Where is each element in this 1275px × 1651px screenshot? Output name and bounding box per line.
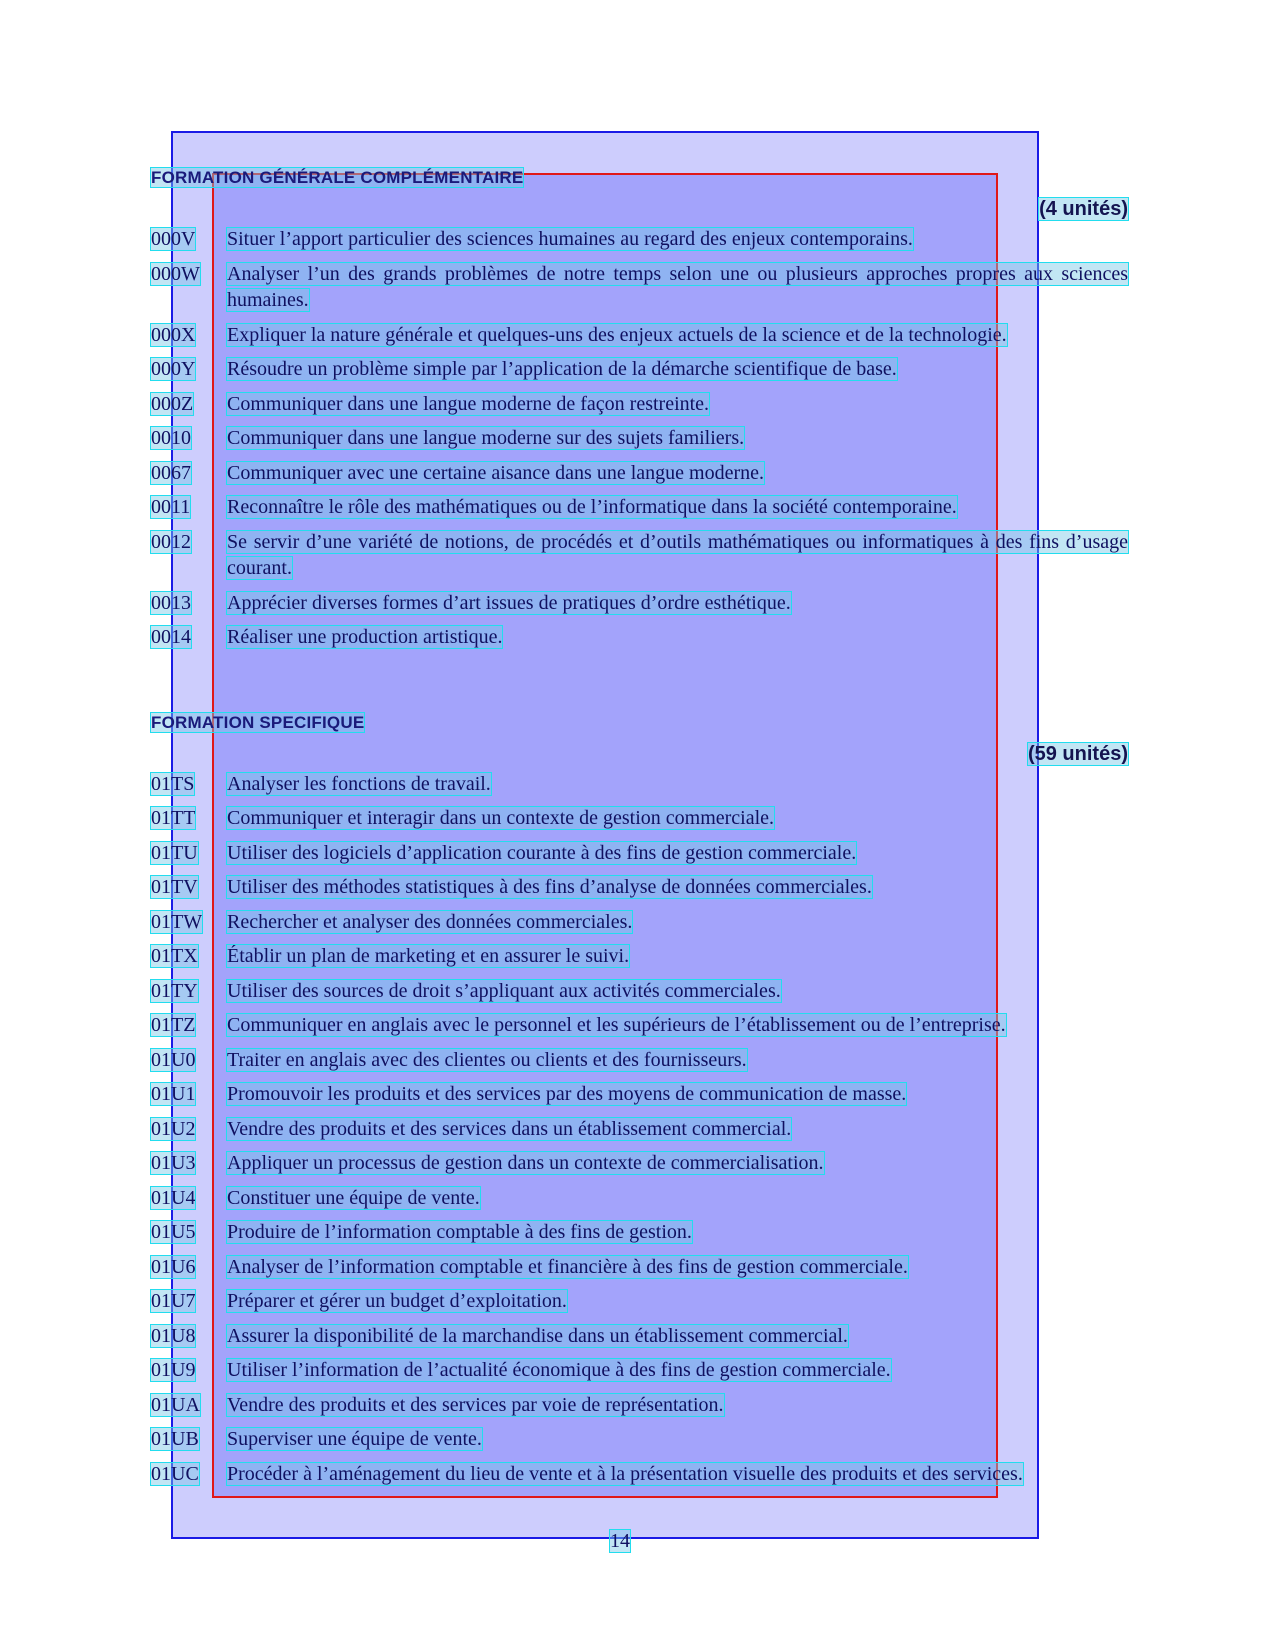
competency-code-text: 01TV bbox=[151, 876, 198, 898]
competency-code bbox=[151, 391, 227, 418]
competency-code bbox=[151, 978, 227, 1005]
competency-code-text: 000Z bbox=[151, 392, 194, 415]
competency-description bbox=[227, 261, 1128, 314]
competency-row bbox=[151, 1081, 1128, 1108]
competency-code bbox=[151, 1081, 227, 1108]
competency-row bbox=[151, 226, 1128, 253]
competency-description-text: Se servir d’une variété de notions, de procédés et d’outils mathématiques ou informatiques à des fins d’usage courant. bbox=[227, 530, 1128, 579]
competency-description-text: Utiliser des méthodes statistiques à des fins d’analyse de données commerciales. bbox=[227, 876, 872, 898]
competency-code bbox=[151, 840, 227, 867]
competency-list bbox=[151, 226, 1128, 651]
competency-code-text: 01TY bbox=[151, 979, 198, 1002]
competency-row bbox=[151, 624, 1128, 651]
competency-code bbox=[151, 1357, 227, 1384]
competency-description bbox=[227, 1288, 1128, 1315]
section-title-text: FORMATION SPECIFIQUE bbox=[151, 712, 365, 732]
competency-code-text: 000V bbox=[151, 228, 196, 250]
competency-description-text: Traiter en anglais avec des clientes ou clients et des fournisseurs. bbox=[227, 1048, 747, 1071]
section-units bbox=[151, 192, 1128, 226]
competency-description-text: Appliquer un processus de gestion dans un contexte de commercialisation. bbox=[227, 1152, 824, 1174]
competency-row bbox=[151, 391, 1128, 418]
competency-row bbox=[151, 1012, 1128, 1039]
competency-code-text: 000X bbox=[151, 323, 196, 346]
competency-code-text: 01TS bbox=[151, 772, 195, 795]
competency-code bbox=[151, 624, 227, 651]
competency-code bbox=[151, 322, 227, 349]
competency-row bbox=[151, 943, 1128, 970]
competency-description-text: Procéder à l’aménagement du lieu de vente et à la présentation visuelle des produits et des services. bbox=[227, 1462, 1023, 1485]
competency-code-text: 01U2 bbox=[151, 1117, 196, 1140]
competency-description bbox=[227, 1012, 1128, 1039]
competency-row bbox=[151, 590, 1128, 617]
competency-code bbox=[151, 460, 227, 487]
competency-description-text: Assurer la disponibilité de la marchandise dans un établissement commercial. bbox=[227, 1324, 848, 1347]
competency-description bbox=[227, 1254, 1128, 1281]
competency-description bbox=[227, 391, 1128, 418]
competency-code bbox=[151, 943, 227, 970]
competency-row bbox=[151, 1185, 1128, 1212]
competency-description bbox=[227, 590, 1128, 617]
competency-code-text: 01U7 bbox=[151, 1290, 196, 1312]
competency-description-text: Résoudre un problème simple par l’application de la démarche scientifique de base. bbox=[227, 358, 897, 380]
competency-description bbox=[227, 1357, 1128, 1384]
section-formation-specifique bbox=[151, 709, 1128, 1488]
competency-description-text: Préparer et gérer un budget d’exploitation. bbox=[227, 1290, 567, 1312]
competency-code-text: 0011 bbox=[151, 496, 191, 518]
competency-code bbox=[151, 805, 227, 832]
competency-code-text: 0010 bbox=[151, 427, 191, 449]
competency-description bbox=[227, 874, 1128, 901]
competency-row bbox=[151, 1323, 1128, 1350]
competency-description bbox=[227, 1081, 1128, 1108]
section-spacer bbox=[151, 659, 1128, 709]
competency-row bbox=[151, 356, 1128, 383]
competency-code-text: 000Y bbox=[151, 358, 196, 380]
competency-code bbox=[151, 494, 227, 521]
competency-row bbox=[151, 840, 1128, 867]
competency-description bbox=[227, 529, 1128, 582]
competency-row bbox=[151, 261, 1128, 314]
competency-code-text: 01U1 bbox=[151, 1083, 196, 1105]
competency-description-text: Expliquer la nature générale et quelques-uns des enjeux actuels de la science et de la technologie. bbox=[227, 323, 1007, 346]
competency-code bbox=[151, 425, 227, 452]
competency-row bbox=[151, 1150, 1128, 1177]
competency-description bbox=[227, 460, 1128, 487]
competency-description-text: Communiquer dans une langue moderne de façon restreinte. bbox=[227, 392, 710, 415]
competency-row bbox=[151, 1047, 1128, 1074]
competency-code-text: 01TT bbox=[151, 807, 196, 829]
competency-code-text: 01U9 bbox=[151, 1359, 196, 1381]
competency-description bbox=[227, 909, 1128, 936]
competency-code-text: 000W bbox=[151, 262, 200, 285]
competency-row bbox=[151, 1392, 1128, 1419]
competency-row bbox=[151, 1219, 1128, 1246]
document-content bbox=[151, 164, 1128, 1495]
competency-description bbox=[227, 1185, 1128, 1212]
competency-description bbox=[227, 1426, 1128, 1453]
competency-description bbox=[227, 1323, 1128, 1350]
competency-description-text: Produire de l’information comptable à des fins de gestion. bbox=[227, 1221, 692, 1243]
competency-description-text: Communiquer avec une certaine aisance dans une langue moderne. bbox=[227, 461, 765, 484]
competency-code bbox=[151, 1047, 227, 1074]
competency-description bbox=[227, 1150, 1128, 1177]
competency-description-text: Analyser les fonctions de travail. bbox=[227, 772, 491, 795]
competency-description bbox=[227, 356, 1128, 383]
competency-description-text: Utiliser des logiciels d’application courante à des fins de gestion commerciale. bbox=[227, 841, 857, 864]
competency-code bbox=[151, 1185, 227, 1212]
competency-description-text: Analyser de l’information comptable et financière à des fins de gestion commerciale. bbox=[227, 1255, 908, 1278]
section-title bbox=[151, 164, 1128, 192]
competency-description-text: Situer l’apport particulier des sciences humaines au regard des enjeux contemporains. bbox=[227, 228, 913, 250]
competency-row bbox=[151, 909, 1128, 936]
competency-code-text: 01U4 bbox=[151, 1186, 196, 1209]
competency-code bbox=[151, 1461, 227, 1488]
competency-code-text: 0067 bbox=[151, 461, 191, 484]
competency-description bbox=[227, 943, 1128, 970]
competency-description-text: Vendre des produits et des services par voie de représentation. bbox=[227, 1393, 724, 1416]
competency-code-text: 01TW bbox=[151, 910, 203, 933]
competency-description bbox=[227, 322, 1128, 349]
competency-code bbox=[151, 1392, 227, 1419]
competency-code bbox=[151, 1323, 227, 1350]
competency-code-text: 0014 bbox=[151, 626, 191, 648]
competency-description-text: Réaliser une production artistique. bbox=[227, 626, 503, 648]
competency-description bbox=[227, 1392, 1128, 1419]
section-title-text: FORMATION GÉNÉRALE COMPLÉMENTAIRE bbox=[151, 168, 524, 187]
competency-description-text: Vendre des produits et des services dans un établissement commercial. bbox=[227, 1117, 792, 1140]
competency-row bbox=[151, 529, 1128, 582]
section-units bbox=[151, 737, 1128, 771]
competency-row bbox=[151, 460, 1128, 487]
competency-row bbox=[151, 1357, 1128, 1384]
competency-row bbox=[151, 494, 1128, 521]
competency-description bbox=[227, 840, 1128, 867]
page-number bbox=[0, 1530, 1240, 1553]
competency-description-text: Utiliser des sources de droit s’appliquant aux activités commerciales. bbox=[227, 979, 781, 1002]
competency-description-text: Reconnaître le rôle des mathématiques ou de l’informatique dans la société contemporaine. bbox=[227, 496, 957, 518]
competency-row bbox=[151, 805, 1128, 832]
competency-row bbox=[151, 322, 1128, 349]
competency-code bbox=[151, 1219, 227, 1246]
competency-description bbox=[227, 624, 1128, 651]
competency-code-text: 01U6 bbox=[151, 1255, 196, 1278]
competency-description-text: Constituer une équipe de vente. bbox=[227, 1186, 480, 1209]
competency-code bbox=[151, 771, 227, 798]
section-title bbox=[151, 709, 1128, 737]
competency-row bbox=[151, 1116, 1128, 1143]
competency-code bbox=[151, 1116, 227, 1143]
competency-code bbox=[151, 226, 227, 253]
competency-code bbox=[151, 1288, 227, 1315]
competency-code-text: 01TU bbox=[151, 841, 198, 864]
section-units-text: (59 unités) bbox=[1027, 742, 1128, 765]
competency-description-text: Communiquer dans une langue moderne sur des sujets familiers. bbox=[227, 427, 745, 449]
competency-row bbox=[151, 874, 1128, 901]
page-number-text: 14 bbox=[610, 1530, 630, 1552]
competency-description bbox=[227, 1219, 1128, 1246]
competency-description bbox=[227, 425, 1128, 452]
competency-description-text: Rechercher et analyser des données commerciales. bbox=[227, 910, 633, 933]
competency-code-text: 01UA bbox=[151, 1393, 200, 1416]
competency-list bbox=[151, 771, 1128, 1488]
competency-code-text: 01UC bbox=[151, 1462, 199, 1485]
competency-code-text: 01TX bbox=[151, 945, 198, 967]
competency-code bbox=[151, 261, 227, 314]
competency-code-text: 0012 bbox=[151, 530, 191, 553]
competency-description bbox=[227, 1116, 1128, 1143]
competency-code bbox=[151, 874, 227, 901]
competency-code-text: 01UB bbox=[151, 1428, 199, 1450]
competency-description-text: Utiliser l’information de l’actualité économique à des fins de gestion commerciale. bbox=[227, 1359, 891, 1381]
section-formation-generale bbox=[151, 164, 1128, 651]
section-units-text: (4 unités) bbox=[1039, 198, 1128, 220]
competency-row bbox=[151, 1288, 1128, 1315]
competency-description-text: Communiquer et interagir dans un contexte de gestion commerciale. bbox=[227, 807, 775, 829]
competency-description bbox=[227, 494, 1128, 521]
competency-code bbox=[151, 1426, 227, 1453]
competency-code bbox=[151, 529, 227, 582]
competency-code-text: 01U0 bbox=[151, 1048, 196, 1071]
competency-description bbox=[227, 805, 1128, 832]
competency-description bbox=[227, 1047, 1128, 1074]
competency-description-text: Promouvoir les produits et des services par des moyens de communication de masse. bbox=[227, 1083, 907, 1105]
competency-description bbox=[227, 226, 1128, 253]
competency-code bbox=[151, 1150, 227, 1177]
competency-code-text: 01U3 bbox=[151, 1152, 196, 1174]
competency-code-text: 01TZ bbox=[151, 1014, 196, 1036]
competency-description-text: Établir un plan de marketing et en assurer le suivi. bbox=[227, 945, 630, 967]
competency-row bbox=[151, 771, 1128, 798]
competency-description-text: Superviser une équipe de vente. bbox=[227, 1428, 482, 1450]
competency-code bbox=[151, 909, 227, 936]
competency-row bbox=[151, 1254, 1128, 1281]
competency-row bbox=[151, 1426, 1128, 1453]
competency-code bbox=[151, 356, 227, 383]
competency-row bbox=[151, 978, 1128, 1005]
competency-description bbox=[227, 771, 1128, 798]
competency-code bbox=[151, 1012, 227, 1039]
competency-code-text: 01U5 bbox=[151, 1221, 196, 1243]
competency-description-text: Communiquer en anglais avec le personnel et les supérieurs de l’établissement ou de l’entreprise. bbox=[227, 1014, 1006, 1036]
competency-code bbox=[151, 1254, 227, 1281]
competency-code-text: 01U8 bbox=[151, 1324, 196, 1347]
competency-code-text: 0013 bbox=[151, 591, 191, 614]
competency-description bbox=[227, 1461, 1128, 1488]
competency-description bbox=[227, 978, 1128, 1005]
competency-row bbox=[151, 425, 1128, 452]
competency-row bbox=[151, 1461, 1128, 1488]
competency-code bbox=[151, 590, 227, 617]
competency-description-text: Apprécier diverses formes d’art issues de pratiques d’ordre esthétique. bbox=[227, 591, 791, 614]
competency-description-text: Analyser l’un des grands problèmes de notre temps selon une ou plusieurs approches propres aux sciences humaines. bbox=[227, 262, 1128, 311]
